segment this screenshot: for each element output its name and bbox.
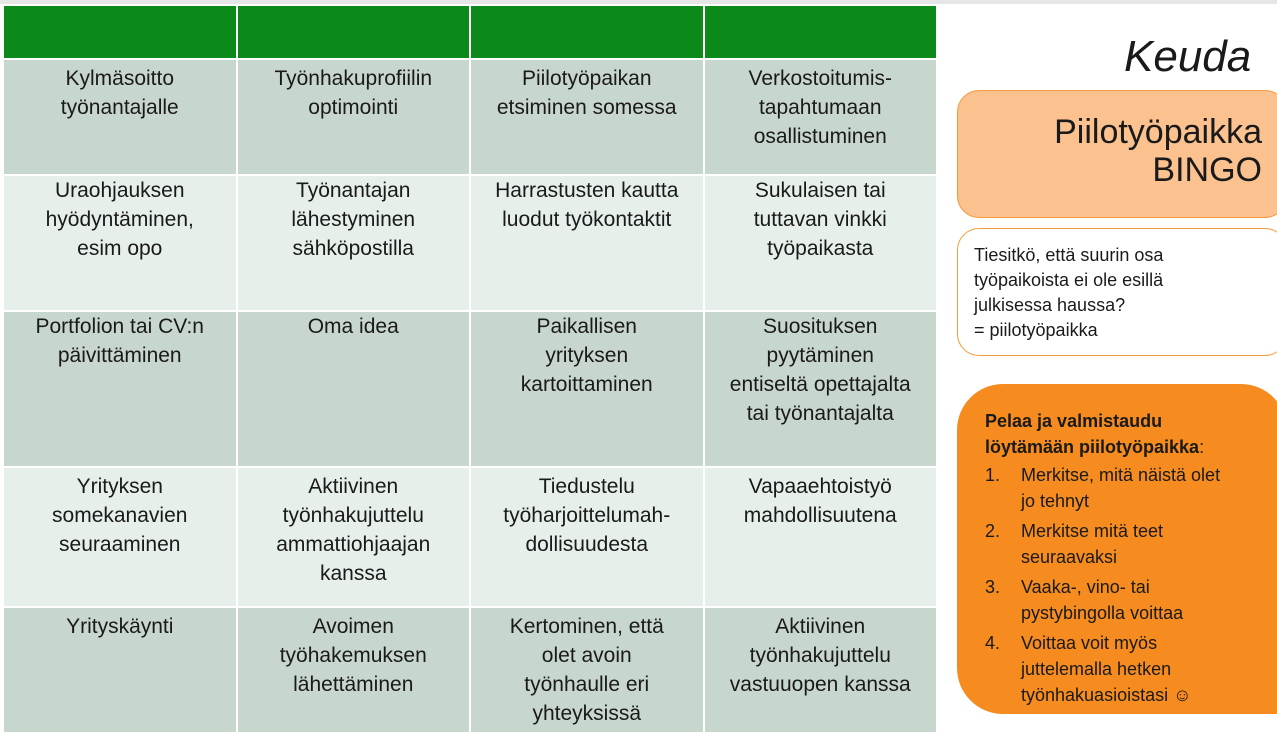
header-cell <box>237 5 471 59</box>
page-title: Piilotyöpaikka BINGO <box>1054 113 1262 189</box>
instruction-text: Voittaa voit myös juttelemalla hetken työnhakuasioistasi ☺ <box>1021 633 1192 705</box>
keuda-logo: Keuda <box>1124 32 1252 81</box>
bingo-cell[interactable]: Yrityskäynti <box>3 607 237 733</box>
bingo-grid <box>2 4 938 734</box>
instruction-text: Merkitse, mitä näistä olet jo tehnyt <box>1021 465 1221 511</box>
bingo-cell[interactable]: Yrityksen somekanavien seuraaminen <box>3 467 237 607</box>
bingo-row <box>3 467 937 607</box>
info-line: työpaikoista ei ole esillä <box>974 270 1164 290</box>
instructions-heading <box>985 408 1273 460</box>
instruction-text: Vaaka-, vino- tai pystybingolla voittaa <box>1021 577 1184 623</box>
bingo-cell[interactable]: Työnantajan lähestyminen sähköpostilla <box>237 175 471 311</box>
bingo-header-row <box>3 5 937 59</box>
header-cell <box>3 5 237 59</box>
bingo-cell[interactable]: Tiedustelu työharjoittelumah- dollisuudesta <box>470 467 704 607</box>
instruction-number: 1. <box>985 465 1001 485</box>
bingo-cell[interactable]: Piilotyöpaikan etsiminen somessa <box>470 59 704 175</box>
bingo-cell[interactable]: Avoimen työhakemuksen lähettäminen <box>237 607 471 733</box>
bingo-cell[interactable]: Vapaaehtoistyö mahdollisuutena <box>704 467 938 607</box>
bingo-cell[interactable]: Portfolion tai CV:n päivittäminen <box>3 311 237 467</box>
title-box <box>957 90 1277 218</box>
bingo-cell[interactable]: Verkostoitumis- tapahtumaan osallistuminen <box>704 59 938 175</box>
header-cell <box>704 5 938 59</box>
instructions-heading-line <box>985 434 1273 460</box>
instructions-box <box>957 384 1277 714</box>
instruction-item <box>985 630 1273 708</box>
instructions-heading-text: löytämään piilotyöpaikka <box>985 437 1200 457</box>
instructions-list <box>985 462 1273 708</box>
bingo-cell-own-idea[interactable]: Oma idea <box>237 311 471 467</box>
bingo-cell[interactable]: Kylmäsoitto työnantajalle <box>3 59 237 175</box>
instructions-heading-line: Pelaa ja valmistaudu <box>985 411 1163 431</box>
bingo-cell[interactable]: Työnhakuprofiilin optimointi <box>237 59 471 175</box>
bingo-cell[interactable]: Sukulaisen tai tuttavan vinkki työpaikasta <box>704 175 938 311</box>
instruction-item <box>985 462 1273 514</box>
bingo-row <box>3 175 937 311</box>
bingo-row <box>3 311 937 467</box>
bingo-row <box>3 607 937 733</box>
instruction-item <box>985 574 1273 626</box>
info-line: julkisessa haussa? <box>974 295 1126 315</box>
instruction-number: 4. <box>985 633 1001 653</box>
bingo-cell[interactable]: Kertominen, että olet avoin työnhaulle eri yhteyksissä <box>470 607 704 733</box>
bingo-cell[interactable]: Uraohjauksen hyödyntäminen, esim opo <box>3 175 237 311</box>
bingo-row <box>3 59 937 175</box>
instruction-text: Merkitse mitä teet seuraavaksi <box>1021 521 1164 567</box>
bingo-cell[interactable]: Aktiivinen työnhakujuttelu ammattiohjaajan kanssa <box>237 467 471 607</box>
info-line: = piilotyöpaikka <box>974 320 1098 340</box>
header-cell <box>470 5 704 59</box>
bingo-cell[interactable]: Suosituksen pyytäminen entiseltä opettajalta tai työnantajalta <box>704 311 938 467</box>
info-box <box>957 228 1277 356</box>
bingo-cell[interactable]: Aktiivinen työnhakujuttelu vastuuopen kanssa <box>704 607 938 733</box>
instruction-item <box>985 518 1273 570</box>
instruction-number: 2. <box>985 521 1001 541</box>
info-line: Tiesitkö, että suurin osa <box>974 245 1164 265</box>
bingo-cell[interactable]: Harrastusten kautta luodut työkontaktit <box>470 175 704 311</box>
instruction-number: 3. <box>985 577 1001 597</box>
bingo-cell[interactable]: Paikallisen yrityksen kartoittaminen <box>470 311 704 467</box>
instructions-heading-colon: : <box>1199 437 1205 457</box>
